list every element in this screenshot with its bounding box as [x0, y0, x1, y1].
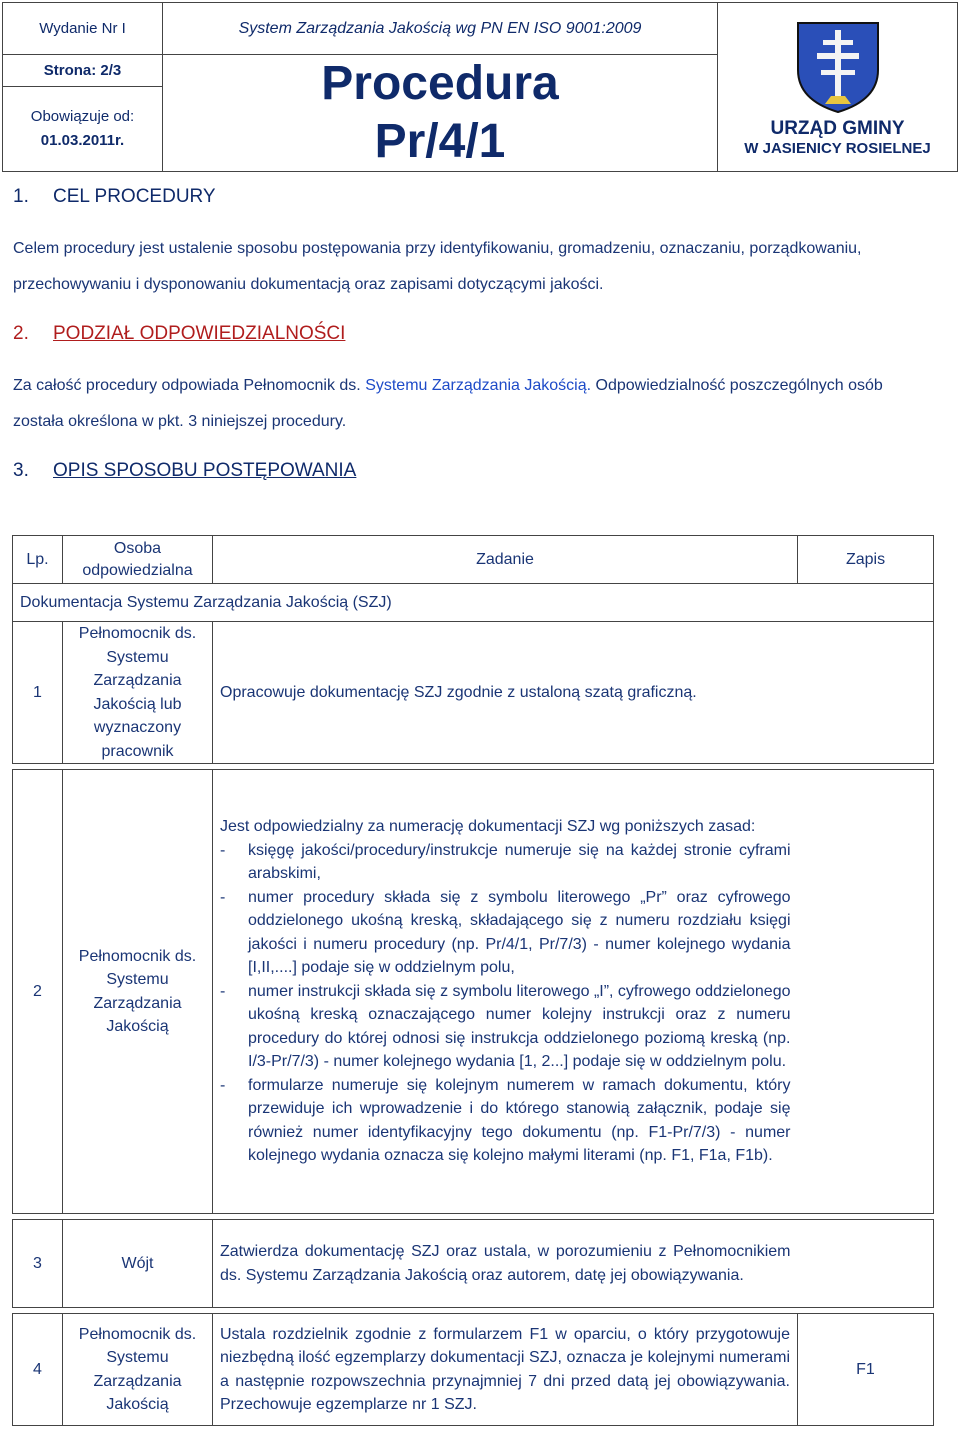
page-cell — [3, 55, 163, 87]
row-number: 2 — [13, 770, 63, 1214]
row-task: Ustala rozdzielnik zgodnie z formularzem F1 w oparciu, o który przygotowuje niezbędną ilość egzemplarzy dokumentacji SZJ, oznacza je kolejnymi numerami a następnie rozpowszechnia przynajmniej 7 dni przed datą jej obowiązywania. Przechowuje egzemplarze nr 1 SZJ. — [213, 1314, 798, 1426]
procedure-title — [163, 55, 718, 172]
cross-crest-icon — [795, 20, 881, 114]
edition-cell — [3, 3, 163, 55]
row-task: Zatwierdza dokumentację SZJ oraz ustala, w porozumieniu z Pełnomocnikiem ds. Systemu Zarządzania Jakością oraz autorem, datę jej obowiązywania. — [213, 1220, 798, 1308]
procedure-code: Pr/4/1 — [374, 115, 506, 168]
row-record: F1 — [798, 1314, 934, 1426]
table-row — [13, 1220, 934, 1308]
table-group-row — [13, 584, 934, 622]
list-item: - formularze numeruje się kolejnym numerem w ramach dokumentu, który przewiduje ich wprowadzenie i do którego stanowią załącznik, podaje się również numer identyfikacyjny tego dokumentu (np. F1-Pr/7/3) - numer kolejnego wydania oznacza się kolejno małymi literami (np. F1, F1a, F1b). — [220, 1074, 791, 1168]
table-header-row — [13, 536, 934, 584]
section-1-text-line-1: Celem procedury jest ustalenie sposobu postępowania przy identyfikowaniu, gromadzeniu, oznaczaniu, porządkowaniu, — [13, 240, 862, 257]
task-list — [220, 839, 791, 1168]
group-heading: Dokumentacja Systemu Zarządzania Jakością (SZJ) — [13, 584, 934, 622]
text-fragment-highlight: Systemu Zarządzania Jakością. — [365, 377, 592, 394]
section-1-number: 1. — [13, 186, 29, 207]
text-fragment: Odpowiedzialność poszczególnych osób — [591, 377, 883, 394]
section-2-title: PODZIAŁ ODPOWIEDZIALNOŚCI — [53, 323, 346, 344]
edition-number: Wydanie Nr I — [39, 20, 126, 37]
list-item: - numer instrukcji składa się z symbolu literowego „I”, cyfrowego oddzielonego ukośną kreską oznaczającego numer kolejny instrukcji oraz z numeru procedury do której odnosi się instrukcja oddzielonego poziomą kreską (np. I/3-Pr/7/3) - numer kolejnego wydania [1, 2...] podaje się w oddzielnym polu. — [220, 980, 791, 1074]
effective-label: Obowiązuje od: — [30, 107, 135, 125]
text-fragment: Za całość procedury odpowiada Pełnomocnik ds. — [13, 377, 366, 394]
row-record — [798, 1220, 934, 1308]
row-task: Opracowuje dokumentację SZJ zgodnie z ustaloną szatą graficzną. — [213, 622, 798, 764]
row-number: 1 — [13, 622, 63, 764]
list-item: - numer procedury składa się z symbolu literowego „Pr” oraz cyfrowego oddzielonego ukośną kreską, składającego się z numeru rozdziału księgi jakości i numeru procedury (np. Pr/4/1, Pr/7/3) - numer kolejnego wydania [I,II,....] podaje się w oddzielnym polu, — [220, 886, 791, 980]
section-2-heading — [13, 323, 345, 345]
row-person: Pełnomocnik ds. Systemu Zarządzania Jakością lub wyznaczony pracownik — [63, 622, 213, 764]
table-row — [13, 622, 934, 764]
office-logo-cell — [718, 3, 958, 172]
system-title — [163, 3, 718, 55]
document-header — [2, 2, 958, 172]
col-header-zapis: Zapis — [798, 536, 934, 584]
office-name: URZĄD GMINY — [770, 117, 905, 139]
system-name: System Zarządzania Jakością wg PN EN ISO 9001:2009 — [238, 19, 642, 37]
section-3-number: 3. — [13, 460, 29, 481]
effective-date: 01.03.2011r. — [40, 131, 125, 149]
col-header-osoba: Osoba odpowiedzialna — [63, 536, 213, 584]
procedure-word: Procedura — [321, 57, 559, 110]
section-3-title: OPIS SPOSOBU POSTĘPOWANIA — [53, 460, 357, 481]
row-number: 4 — [13, 1314, 63, 1426]
col-header-lp: Lp. — [13, 536, 63, 584]
list-item: - księgę jakości/procedury/instrukcje numeruje się na każdej stronie cyframi arabskimi, — [220, 839, 791, 886]
col-header-zadanie: Zadanie — [213, 536, 798, 584]
row-person: Wójt — [63, 1220, 213, 1308]
section-2-number: 2. — [13, 323, 29, 344]
row-record — [798, 622, 934, 764]
section-3-heading — [13, 460, 356, 482]
page-number: Strona: 2/3 — [43, 61, 122, 79]
section-2-text-line-2: została określona w pkt. 3 niniejszej procedury. — [13, 413, 347, 430]
table-row — [13, 1314, 934, 1426]
section-2-text-line-1 — [13, 377, 883, 395]
procedure-table — [12, 535, 934, 1426]
task-intro: Jest odpowiedzialny za numerację dokumentacji SZJ wg poniższych zasad: — [220, 818, 756, 836]
office-location: W JASIENICY ROSIELNEJ — [744, 139, 931, 157]
section-1-heading — [13, 186, 216, 208]
row-number: 3 — [13, 1220, 63, 1308]
row-person: Pełnomocnik ds. Systemu Zarządzania Jakością — [63, 770, 213, 1214]
effective-date-cell — [3, 86, 163, 172]
section-1-text-line-2: przechowywaniu i dysponowaniu dokumentacją oraz zapisami dotyczącymi jakości. — [13, 276, 604, 293]
table-row — [13, 770, 934, 1214]
section-1-title: CEL PROCEDURY — [53, 186, 216, 207]
row-person: Pełnomocnik ds. Systemu Zarządzania Jakością — [63, 1314, 213, 1426]
row-task — [213, 770, 798, 1214]
row-record — [798, 770, 934, 1214]
